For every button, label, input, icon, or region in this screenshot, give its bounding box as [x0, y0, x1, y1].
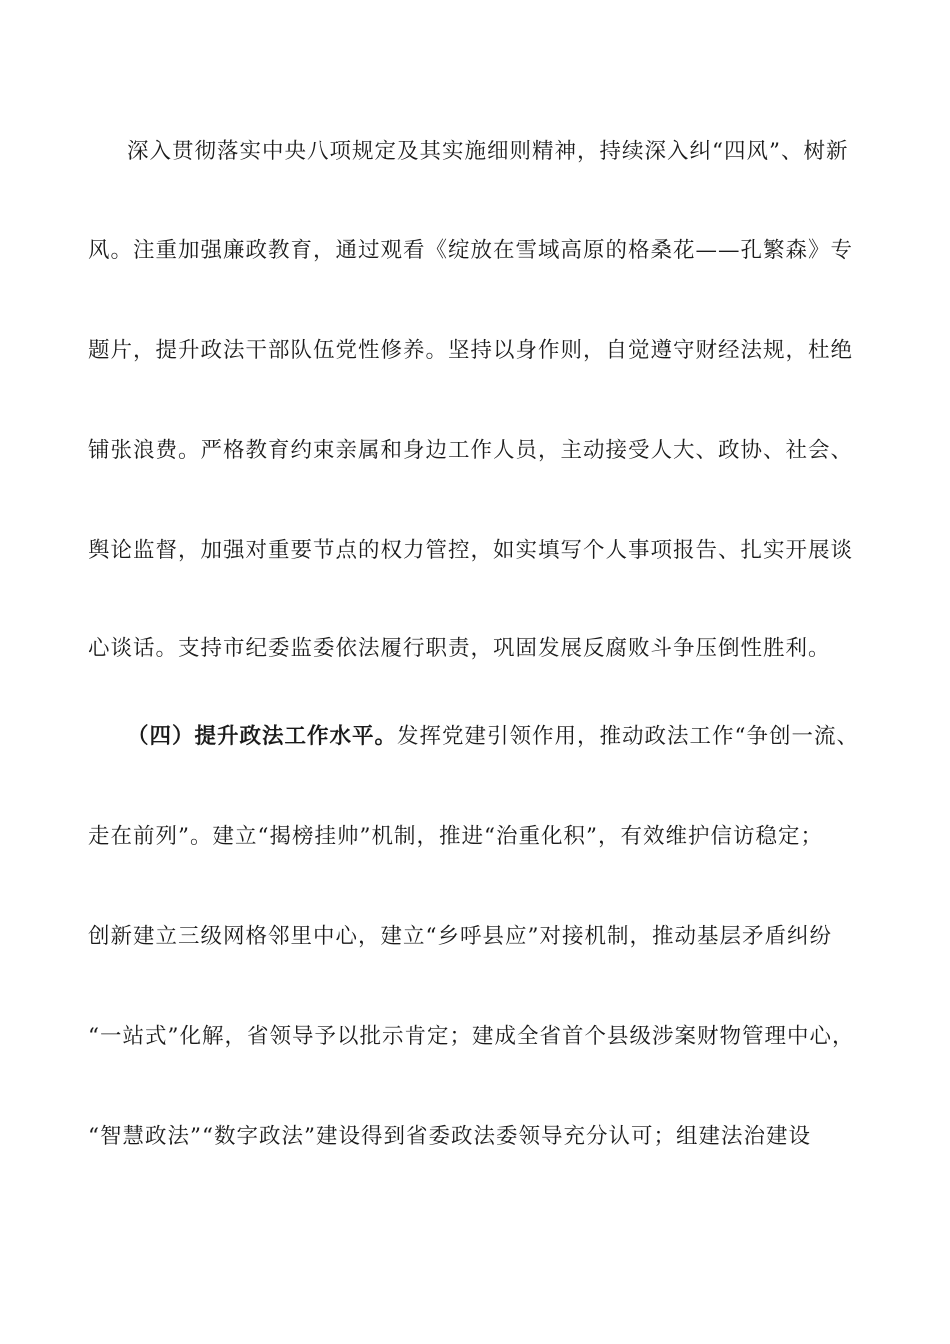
paragraph-line-1: 深入贯彻落实中央八项规定及其实施细则精神，持续深入纠“四风”、树新 — [127, 139, 849, 164]
paragraph-line-6: 心谈话。支持市纪委监委依法履行职责，巩固发展反腐败斗争压倒性胜利。 — [88, 636, 831, 661]
section-4-heading: （四）提升政法工作水平。 — [127, 724, 398, 749]
section-4-line-2: 走在前列”。建立“揭榜挂帅”机制，推进“治重化积”，有效维护信访稳定； — [88, 824, 823, 849]
section-4-line-4: “一站式”化解，省领导予以批示肯定；建成全省首个县级涉案财物管理中心， — [88, 1024, 855, 1049]
paragraph-line-5: 舆论监督，加强对重要节点的权力管控，如实填写个人事项报告、扎实开展谈 — [88, 538, 854, 563]
section-4-first-line — [127, 722, 868, 752]
paragraph-line-3: 题片，提升政法干部队伍党性修养。坚持以身作则，自觉遵守财经法规，杜绝 — [88, 338, 854, 363]
paragraph-line-2: 风。注重加强廉政教育，通过观看《绽放在雪域高原的格桑花——孔繁森》专 — [88, 238, 854, 263]
section-4-first-line-text: 发挥党建引领作用，推动政法工作“争创一流、 — [397, 724, 860, 749]
section-4-line-5: “智慧政法”“数字政法”建设得到省委政法委领导充分认可；组建法治建设 — [88, 1124, 811, 1149]
section-4-line-3: 创新建立三级网格邻里中心，建立“乡呼县应”对接机制，推动基层矛盾纠纷 — [88, 924, 832, 949]
paragraph-line-4: 铺张浪费。严格教育约束亲属和身边工作人员，主动接受人大、政协、社会、 — [88, 438, 854, 463]
